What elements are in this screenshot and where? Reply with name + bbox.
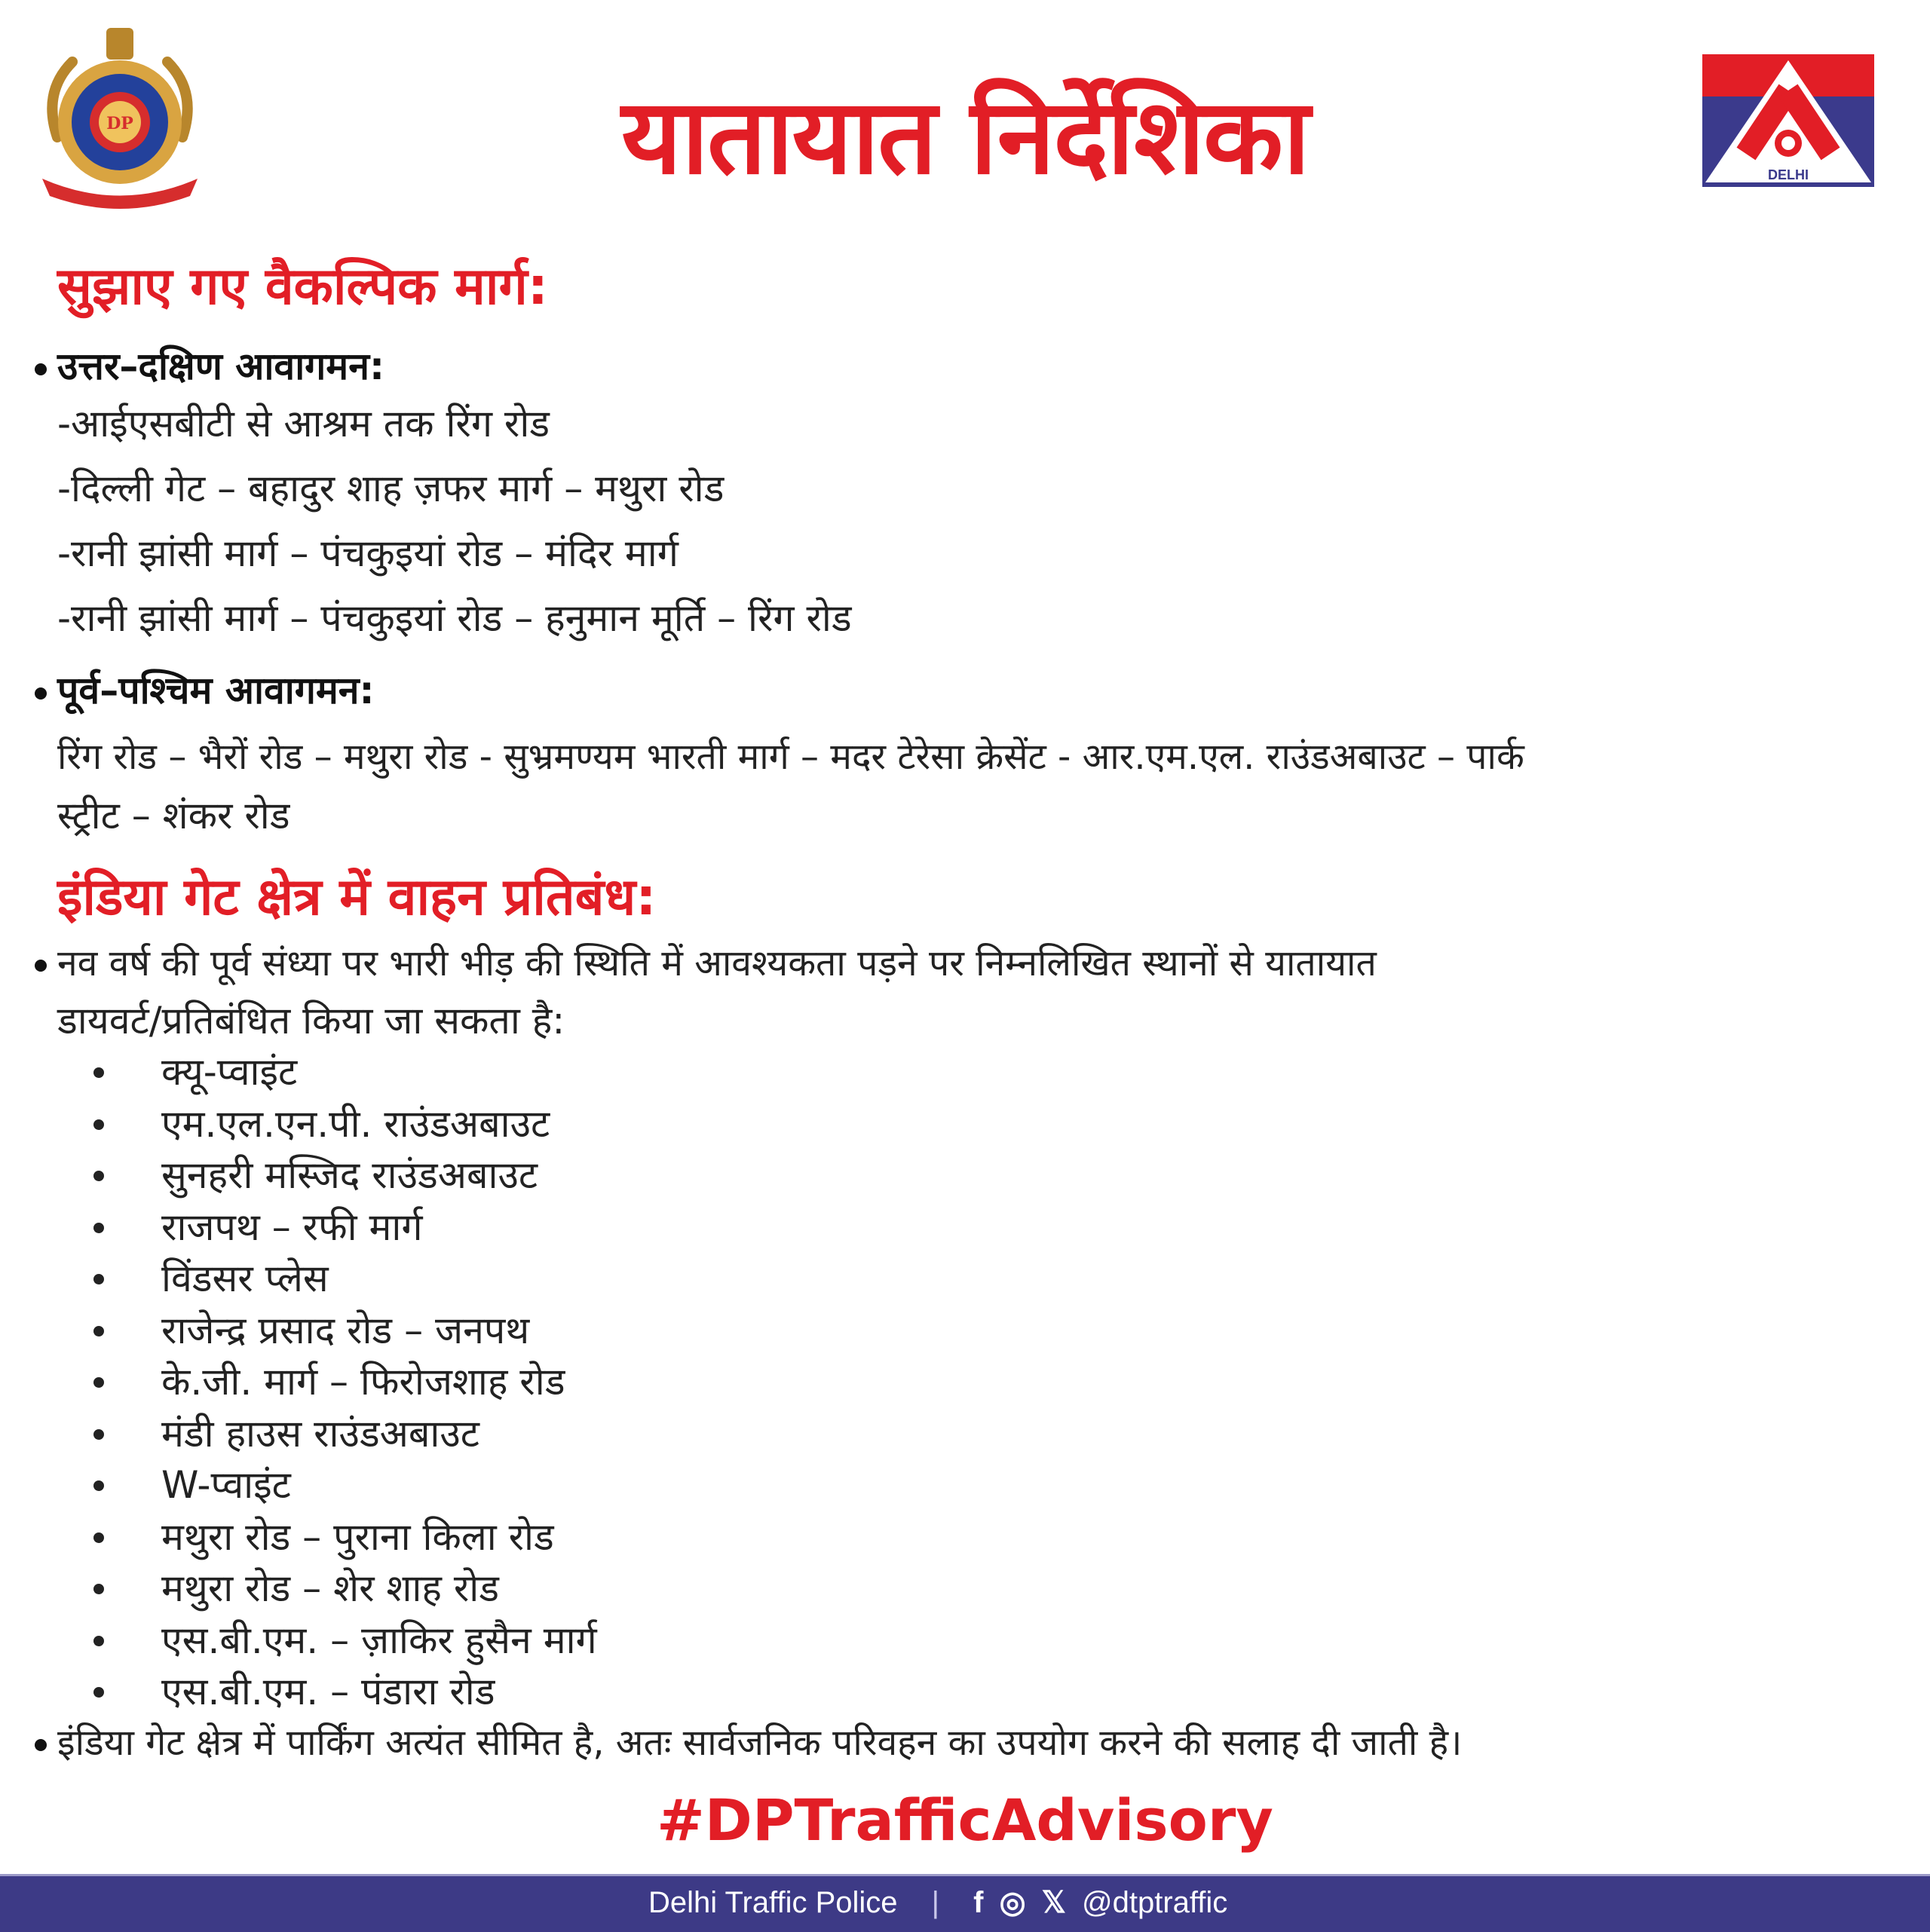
restrictions-heading: इंडिया गेट क्षेत्र में वाहन प्रतिबंध: (57, 868, 657, 927)
bullet-icon (35, 960, 47, 972)
bullet-icon (35, 1739, 47, 1751)
restricted-point-label: एस.बी.एम. – पंडारा रोड (161, 1670, 495, 1713)
bullet-icon (93, 1326, 104, 1336)
footer-org-name: Delhi Traffic Police (648, 1886, 898, 1919)
bullet-icon (93, 1274, 104, 1284)
parking-note-text: इंडिया गेट क्षेत्र में पार्किंग अत्यंत सीमित है, अतः सार्वजनिक परिवहन का उपयोग करने की सलाह दी जाती है। (57, 1722, 1463, 1764)
bullet-icon (93, 1377, 104, 1388)
bullet-icon (93, 1067, 104, 1078)
restricted-point-label: विंडसर प्लेस (161, 1257, 329, 1300)
bullet-icon (93, 1171, 104, 1181)
restricted-point-label: राजेन्द्र प्रसाद रोड – जनपथ (161, 1308, 530, 1352)
bullet-icon (93, 1119, 104, 1130)
restrictions-intro-line: डायवर्ट/प्रतिबंधित किया जा सकता है: (57, 999, 565, 1043)
east-west-label: पूर्व–पश्चिम आवागमन: (57, 669, 375, 712)
footer-bar (0, 1874, 1930, 1932)
instagram-icon[interactable]: ◎ (999, 1886, 1026, 1919)
alt-routes-heading: सुझाए गए वैकल्पिक मार्ग: (57, 257, 548, 317)
east-west-heading (35, 663, 375, 715)
restricted-point-label: मथुरा रोड – पुराना किला रोड (161, 1514, 554, 1559)
bullet-icon (35, 687, 47, 700)
route-line: -रानी झांसी मार्ग – पंचकुइयां रोड – मंदिर मार्ग (57, 531, 679, 575)
page-title: यातायात निर्देशिका (621, 76, 1309, 197)
bullet-icon (93, 1223, 104, 1233)
restricted-point-label: क्यू-प्वाइंट (161, 1050, 298, 1094)
bullet-icon (35, 363, 47, 375)
bullet-icon (93, 1687, 104, 1698)
bullet-icon (93, 1532, 104, 1543)
footer-handle[interactable]: @dtptraffic (1082, 1886, 1228, 1919)
hashtag: #DPTrafficAdvisory (657, 1787, 1273, 1854)
svg-text:DP: DP (106, 114, 133, 133)
east-west-route-line: रिंग रोड – भैरों रोड – मथुरा रोड - सुभ्रमण्यम भारती मार्ग – मदर टेरेसा क्रेसेंट - आर.एम.एल. राउंडअबाउट – पार्क (57, 736, 1524, 778)
restricted-point-label: मथुरा रोड – शेर शाह रोड (161, 1566, 499, 1610)
delhi-police-emblem-logo (27, 24, 213, 213)
bullet-icon (93, 1636, 104, 1646)
bullet-icon (93, 1480, 104, 1491)
north-south-heading (35, 339, 384, 390)
route-line: -रानी झांसी मार्ग – पंचकुइयां रोड – हनुमान मूर्ति – रिंग रोड (57, 596, 852, 640)
footer-separator: | (931, 1886, 940, 1919)
restrictions-intro (35, 938, 1377, 987)
north-south-label: उत्तर–दक्षिण आवागमन: (57, 344, 384, 388)
east-west-route-line: स्ट्रीट – शंकर रोड (57, 794, 290, 837)
restricted-point-label: राजपथ – रफी मार्ग (161, 1205, 423, 1249)
traffic-police-delhi-logo (1702, 54, 1874, 187)
facebook-icon[interactable]: f (973, 1886, 984, 1919)
restricted-point-label: W-प्वाइंट (161, 1463, 291, 1507)
restricted-point-label: एम.एल.एन.पी. राउंडअबाउट (161, 1101, 550, 1146)
svg-text:DELHI: DELHI (1768, 167, 1809, 182)
restricted-point-label: सुनहरी मस्जिद राउंडअबाउट (161, 1153, 538, 1197)
x-icon[interactable]: 𝕏 (1041, 1886, 1066, 1919)
bullet-icon (93, 1584, 104, 1594)
restrictions-intro-line: नव वर्ष की पूर्व संध्या पर भारी भीड़ की स्थिति में आवश्यकता पड़ने पर निम्नलिखित स्थानों से यातायात (57, 942, 1377, 984)
bullet-icon (93, 1429, 104, 1440)
route-line: -दिल्ली गेट – बहादुर शाह ज़फर मार्ग – मथुरा रोड (57, 467, 725, 510)
route-line: -आईएसबीटी से आश्रम तक रिंग रोड (57, 402, 550, 445)
restricted-point-label: के.जी. मार्ग – फिरोजशाह रोड (161, 1360, 565, 1404)
parking-note (35, 1717, 1462, 1766)
restricted-point-label: एस.बी.एम. – ज़ाकिर हुसैन मार्ग (161, 1618, 597, 1662)
restricted-point-label: मंडी हाउस राउंडअबाउट (161, 1411, 479, 1456)
